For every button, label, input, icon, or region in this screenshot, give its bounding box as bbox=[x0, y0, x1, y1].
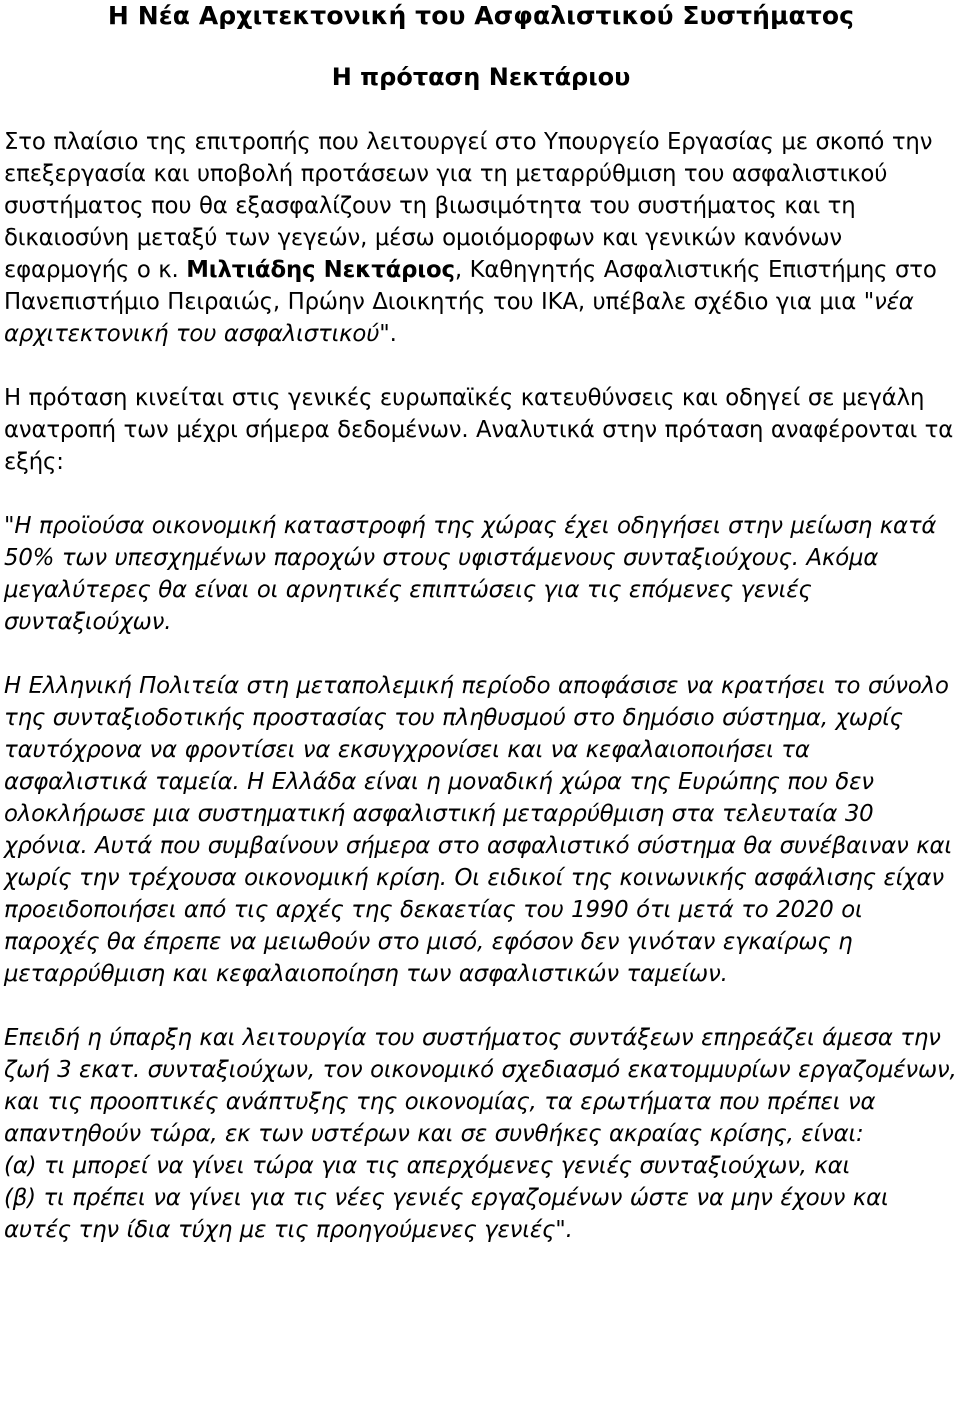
document-body bbox=[4, 126, 958, 1246]
list-item-a: (α) τι μπορεί να γίνει τώρα για τις απερχόμενες γενιές συνταξιούχων, και bbox=[4, 1153, 851, 1179]
paragraph-quote-1: "Η προϊούσα οικονομική καταστροφή της χώρας έχει οδηγήσει στην μείωση κατά 50% των υπεσχημένων παροχών στους υφιστάμενους συνταξιούχους. Ακόμα μεγαλύτερες θα είναι οι αρνητικές επιπτώσεις για τις επόμενες γενιές συνταξιούχων. bbox=[4, 513, 937, 635]
paragraph-summary: Η πρόταση κινείται στις γενικές ευρωπαϊκές κατευθύνσεις και οδηγεί σε μεγάλη ανατροπή των μέχρι σήμερα δεδομένων. Αναλυτικά στην πρόταση αναφέρονται τα εξής: bbox=[4, 385, 954, 475]
document-subtitle: Η πρόταση Νεκτάριου bbox=[331, 63, 631, 91]
intro-text-b: , Καθηγητής Ασφαλιστικής Επιστήμης στο Πανεπιστήμιο Πειραιώς, Πρώην Διοικητής του ΙΚΑ, υπέβαλε σχέδιο για μια " bbox=[4, 257, 937, 315]
document-title: Η Νέα Αρχιτεκτονική του Ασφαλιστικού Συστήματος bbox=[107, 1, 855, 30]
proposal-title-italic: νέα αρχιτεκτονική του ασφαλιστικού bbox=[4, 289, 914, 347]
paragraph-quote-3: Επειδή η ύπαρξη και λειτουργία του συστήματος συντάξεων επηρεάζει άμεσα την ζωή 3 εκατ. συνταξιούχων, τον οικονομικό σχεδιασμό εκατομμυρίων εργαζομένων, και τις προοπτικές ανάπτυξης της οικονομίας, τα ερωτήματα που πρέπει να απαντηθούν τώρα, εκ των υστέρων και σε συνθήκες ακραίας κρίσης, είναι: bbox=[4, 1025, 957, 1147]
paragraph-intro bbox=[4, 126, 958, 350]
intro-text-c: ". bbox=[379, 321, 397, 347]
list-item-b: (β) τι πρέπει να γίνει για τις νέες γενιές εργαζομένων ώστε να μην έχουν και αυτές την ίδια τύχη με τις προηγούμενες γενιές". bbox=[4, 1185, 889, 1243]
author-name: Μιλτιάδης Νεκτάριος bbox=[186, 257, 455, 283]
paragraph-quote-2: Η Ελληνική Πολιτεία στη μεταπολεμική περίοδο αποφάσισε να κρατήσει το σύνολο της συνταξιοδοτικής προστασίας του πληθυσμού στο δημόσιο σύστημα, χωρίς ταυτόχρονα να φροντίσει να εκσυγχρονίσει και να κεφαλαιοποιήσει τα ασφαλιστικά ταμεία. Η Ελλάδα είναι η μοναδική χώρα της Ευρώπης που δεν ολοκλήρωσε μια συστηματική ασφαλιστική μεταρρύθμιση στα τελευταία 30 χρόνια. Αυτά που συμβαίνουν σήμερα στο ασφαλιστικό σύστημα θα συνέβαιναν και χωρίς την τρέχουσα οικονομική κρίση. Οι ειδικοί της κοινωνικής ασφάλισης είχαν προειδοποιήσει από τις αρχές της δεκαετίας του 1990 ότι μετά το 2020 οι παροχές θα έπρεπε να μειωθούν στο μισό, εφόσον δεν γινόταν εγκαίρως η μεταρρύθμιση και κεφαλαιοποίηση των ασφαλιστικών ταμείων. bbox=[4, 673, 952, 987]
intro-text-a: Στο πλαίσιο της επιτροπής που λειτουργεί στο Υπουργείο Εργασίας με σκοπό την επεξεργασία και υποβολή προτάσεων για τη μεταρρύθμιση του ασφαλιστικού συστήματος που θα εξασφαλίζουν τη βιωσιμότητα του συστήματος και τη δικαιοσύνη μεταξύ των γεγεών, μέσω ομοιόμορφων και γενικών κανόνων εφαρμογής ο κ. bbox=[4, 129, 933, 283]
